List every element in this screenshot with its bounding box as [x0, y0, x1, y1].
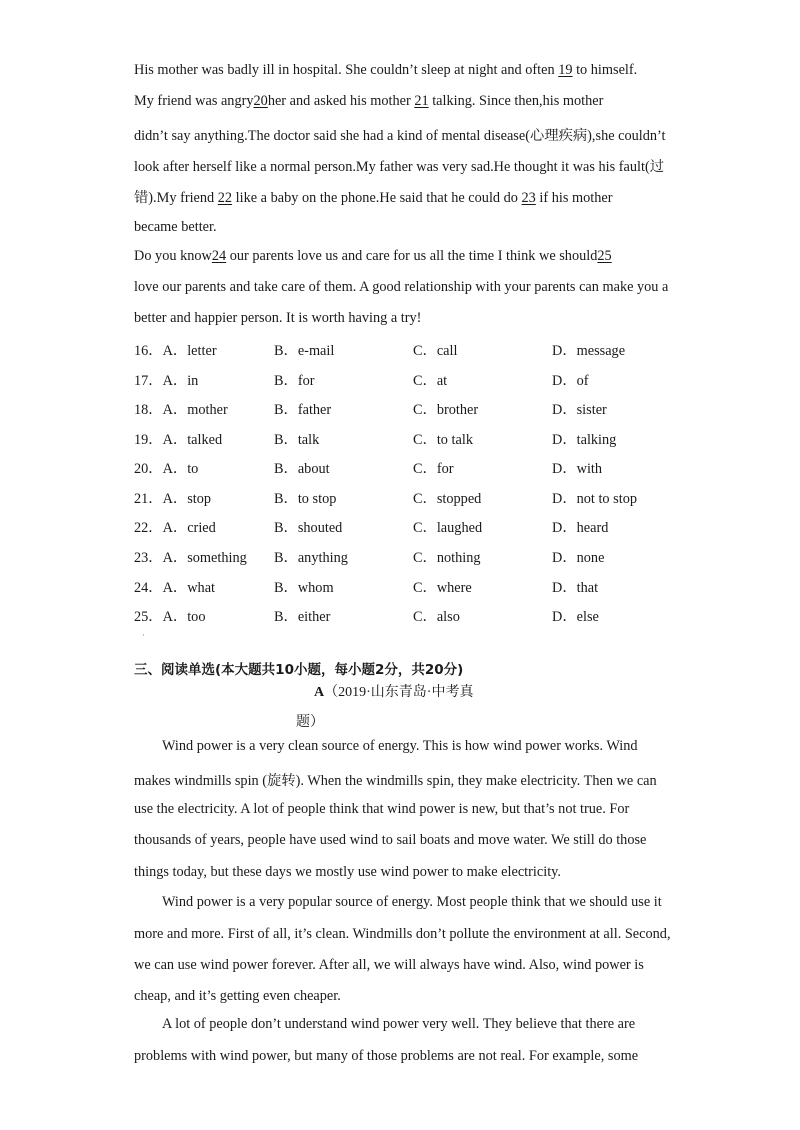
- sub-label: A: [314, 685, 325, 700]
- passage-b-line-8: we can use wind power forever. After all, we will always have wind. Also, wind power is: [134, 957, 644, 973]
- question-number: 16．: [134, 343, 163, 359]
- question-number-and-option-a: [134, 577, 215, 597]
- question-24: [134, 577, 674, 597]
- option-d: D．else: [552, 609, 599, 625]
- blank-22: 22: [217, 190, 233, 206]
- question-number-and-option-a: [134, 606, 205, 626]
- option-a: A．in: [162, 373, 199, 389]
- passage-b-line-3: use the electricity. A lot of people think that wind power is new, but that’s not true. For: [134, 801, 630, 817]
- passage-line-8: love our parents and take care of them. A good relationship with your parents can make you a: [134, 279, 669, 295]
- option-b: B．about: [274, 461, 330, 477]
- option-c: C．laughed: [413, 520, 483, 536]
- text: if his mother: [535, 190, 613, 206]
- option-b: B．father: [274, 402, 332, 418]
- option-c: C．stopped: [413, 491, 482, 507]
- option-a: A．something: [162, 550, 247, 566]
- passage-line-9: better and happier person. It is worth having a try!: [134, 310, 422, 326]
- option-a: A．to: [162, 461, 199, 477]
- question-number-and-option-a: [134, 547, 247, 567]
- option-a: A．too: [162, 609, 206, 625]
- text: like a baby on the phone.He said that he could do: [232, 190, 522, 206]
- option-c: C．call: [413, 343, 458, 359]
- option-c: C．also: [413, 609, 460, 625]
- passage-b-line-2: makes windmills spin (旋转). When the windmills spin, they make electricity. Then we can: [134, 773, 657, 789]
- question-18: [134, 399, 674, 419]
- option-d: D．message: [552, 343, 626, 359]
- option-d: D．not to stop: [552, 491, 637, 507]
- option-a: A．cried: [162, 520, 216, 536]
- passage-b-line-5: things today, but these days we mostly use wind power to make electricity.: [134, 864, 561, 880]
- question-number: 21．: [134, 491, 163, 507]
- option-c: C．to talk: [413, 432, 473, 448]
- question-number: 25．: [134, 609, 163, 625]
- passage-line-3: didn’t say anything.The doctor said she had a kind of mental disease(心理疾病),she couldn’t: [134, 128, 666, 144]
- option-d: D．sister: [552, 402, 607, 418]
- question-number-and-option-a: [134, 399, 228, 419]
- question-19: [134, 429, 674, 449]
- option-d: D．none: [552, 550, 605, 566]
- question-number: 19．: [134, 432, 163, 448]
- passage-b-line-7: more and more. First of all, it’s clean. Windmills don’t pollute the environment at all. Second,: [134, 926, 671, 942]
- text: Do you know: [134, 248, 212, 264]
- passage-b-line-4: thousands of years, people have used wind to sail boats and move water. We still do those: [134, 832, 647, 848]
- passage-b-line-1: Wind power is a very clean source of energy. This is how wind power works. Wind: [162, 738, 638, 754]
- option-a: A．what: [162, 580, 216, 596]
- section-title: 三、阅读单选(本大题共10小题，每小题2分，共20分): [134, 662, 464, 678]
- option-a: A．talked: [162, 432, 223, 448]
- question-23: [134, 547, 674, 567]
- blank-25: 25: [597, 248, 612, 264]
- text: His mother was badly ill in hospital. She couldn’t sleep at night and often: [134, 62, 559, 78]
- option-b: B．for: [274, 373, 315, 389]
- blank-20: 20: [253, 93, 268, 109]
- text: talking. Since then,his mother: [428, 93, 604, 109]
- question-number-and-option-a: [134, 458, 198, 478]
- passage-line-4: look after herself like a normal person.My father was very sad.He thought it was his fault(过: [134, 159, 665, 175]
- question-22: [134, 517, 674, 537]
- option-a: A．letter: [162, 343, 217, 359]
- text: our parents love us and care for us all the time I think we should: [226, 248, 598, 264]
- blank-23: 23: [521, 190, 536, 206]
- question-number: 23．: [134, 550, 163, 566]
- option-d: D．of: [552, 373, 589, 389]
- stray-mark: ·: [142, 630, 145, 640]
- question-number-and-option-a: [134, 429, 222, 449]
- sub-title-continued: 题）: [296, 715, 324, 730]
- question-21: [134, 488, 674, 508]
- blank-24: 24: [211, 248, 227, 264]
- passage-line-7: [134, 248, 612, 265]
- option-b: B．whom: [274, 580, 334, 596]
- passage-line-2: [134, 93, 603, 110]
- option-c: C．where: [413, 580, 472, 596]
- option-c: C．for: [413, 461, 454, 477]
- option-d: D．talking: [552, 432, 617, 448]
- sub-source: （2019·山东青岛·中考真: [324, 685, 474, 700]
- passage-b-line-9: cheap, and it’s getting even cheaper.: [134, 988, 341, 1004]
- passage-line-1: [134, 62, 637, 79]
- question-number: 20．: [134, 461, 163, 477]
- sub-title: [314, 681, 473, 701]
- option-b: B．e-mail: [274, 343, 335, 359]
- question-25: [134, 606, 674, 626]
- question-20: [134, 458, 674, 478]
- option-b: B．to stop: [274, 491, 337, 507]
- option-d: D．that: [552, 580, 599, 596]
- question-number-and-option-a: [134, 340, 217, 360]
- option-b: B．talk: [274, 432, 320, 448]
- option-b: B．shouted: [274, 520, 343, 536]
- question-number: 22．: [134, 520, 163, 536]
- question-number-and-option-a: [134, 488, 211, 508]
- passage-line-5: [134, 187, 612, 207]
- passage-line-6: became better.: [134, 219, 217, 235]
- blank-19: 19: [558, 62, 573, 78]
- question-number: 17．: [134, 373, 163, 389]
- option-c: C．at: [413, 373, 448, 389]
- question-number: 24．: [134, 580, 163, 596]
- option-d: D．heard: [552, 520, 609, 536]
- text: 错).My friend: [134, 190, 218, 206]
- option-d: D．with: [552, 461, 603, 477]
- passage-b-line-11: problems with wind power, but many of those problems are not real. For example, some: [134, 1048, 639, 1064]
- text: My friend was angry: [134, 93, 254, 109]
- question-16: [134, 340, 674, 360]
- text: to himself.: [572, 62, 638, 78]
- text: her and asked his mother: [267, 93, 415, 109]
- question-number-and-option-a: [134, 517, 216, 537]
- question-number-and-option-a: [134, 370, 198, 390]
- option-b: B．anything: [274, 550, 348, 566]
- question-17: [134, 370, 674, 390]
- passage-b-line-10: A lot of people don’t understand wind power very well. They believe that there are: [162, 1016, 636, 1032]
- passage-b-line-6: Wind power is a very popular source of energy. Most people think that we should use it: [162, 894, 662, 910]
- blank-21: 21: [414, 93, 429, 109]
- option-c: C．brother: [413, 402, 479, 418]
- option-c: C．nothing: [413, 550, 481, 566]
- question-number: 18．: [134, 402, 163, 418]
- option-a: A．stop: [162, 491, 212, 507]
- option-a: A．mother: [162, 402, 228, 418]
- option-b: B．either: [274, 609, 331, 625]
